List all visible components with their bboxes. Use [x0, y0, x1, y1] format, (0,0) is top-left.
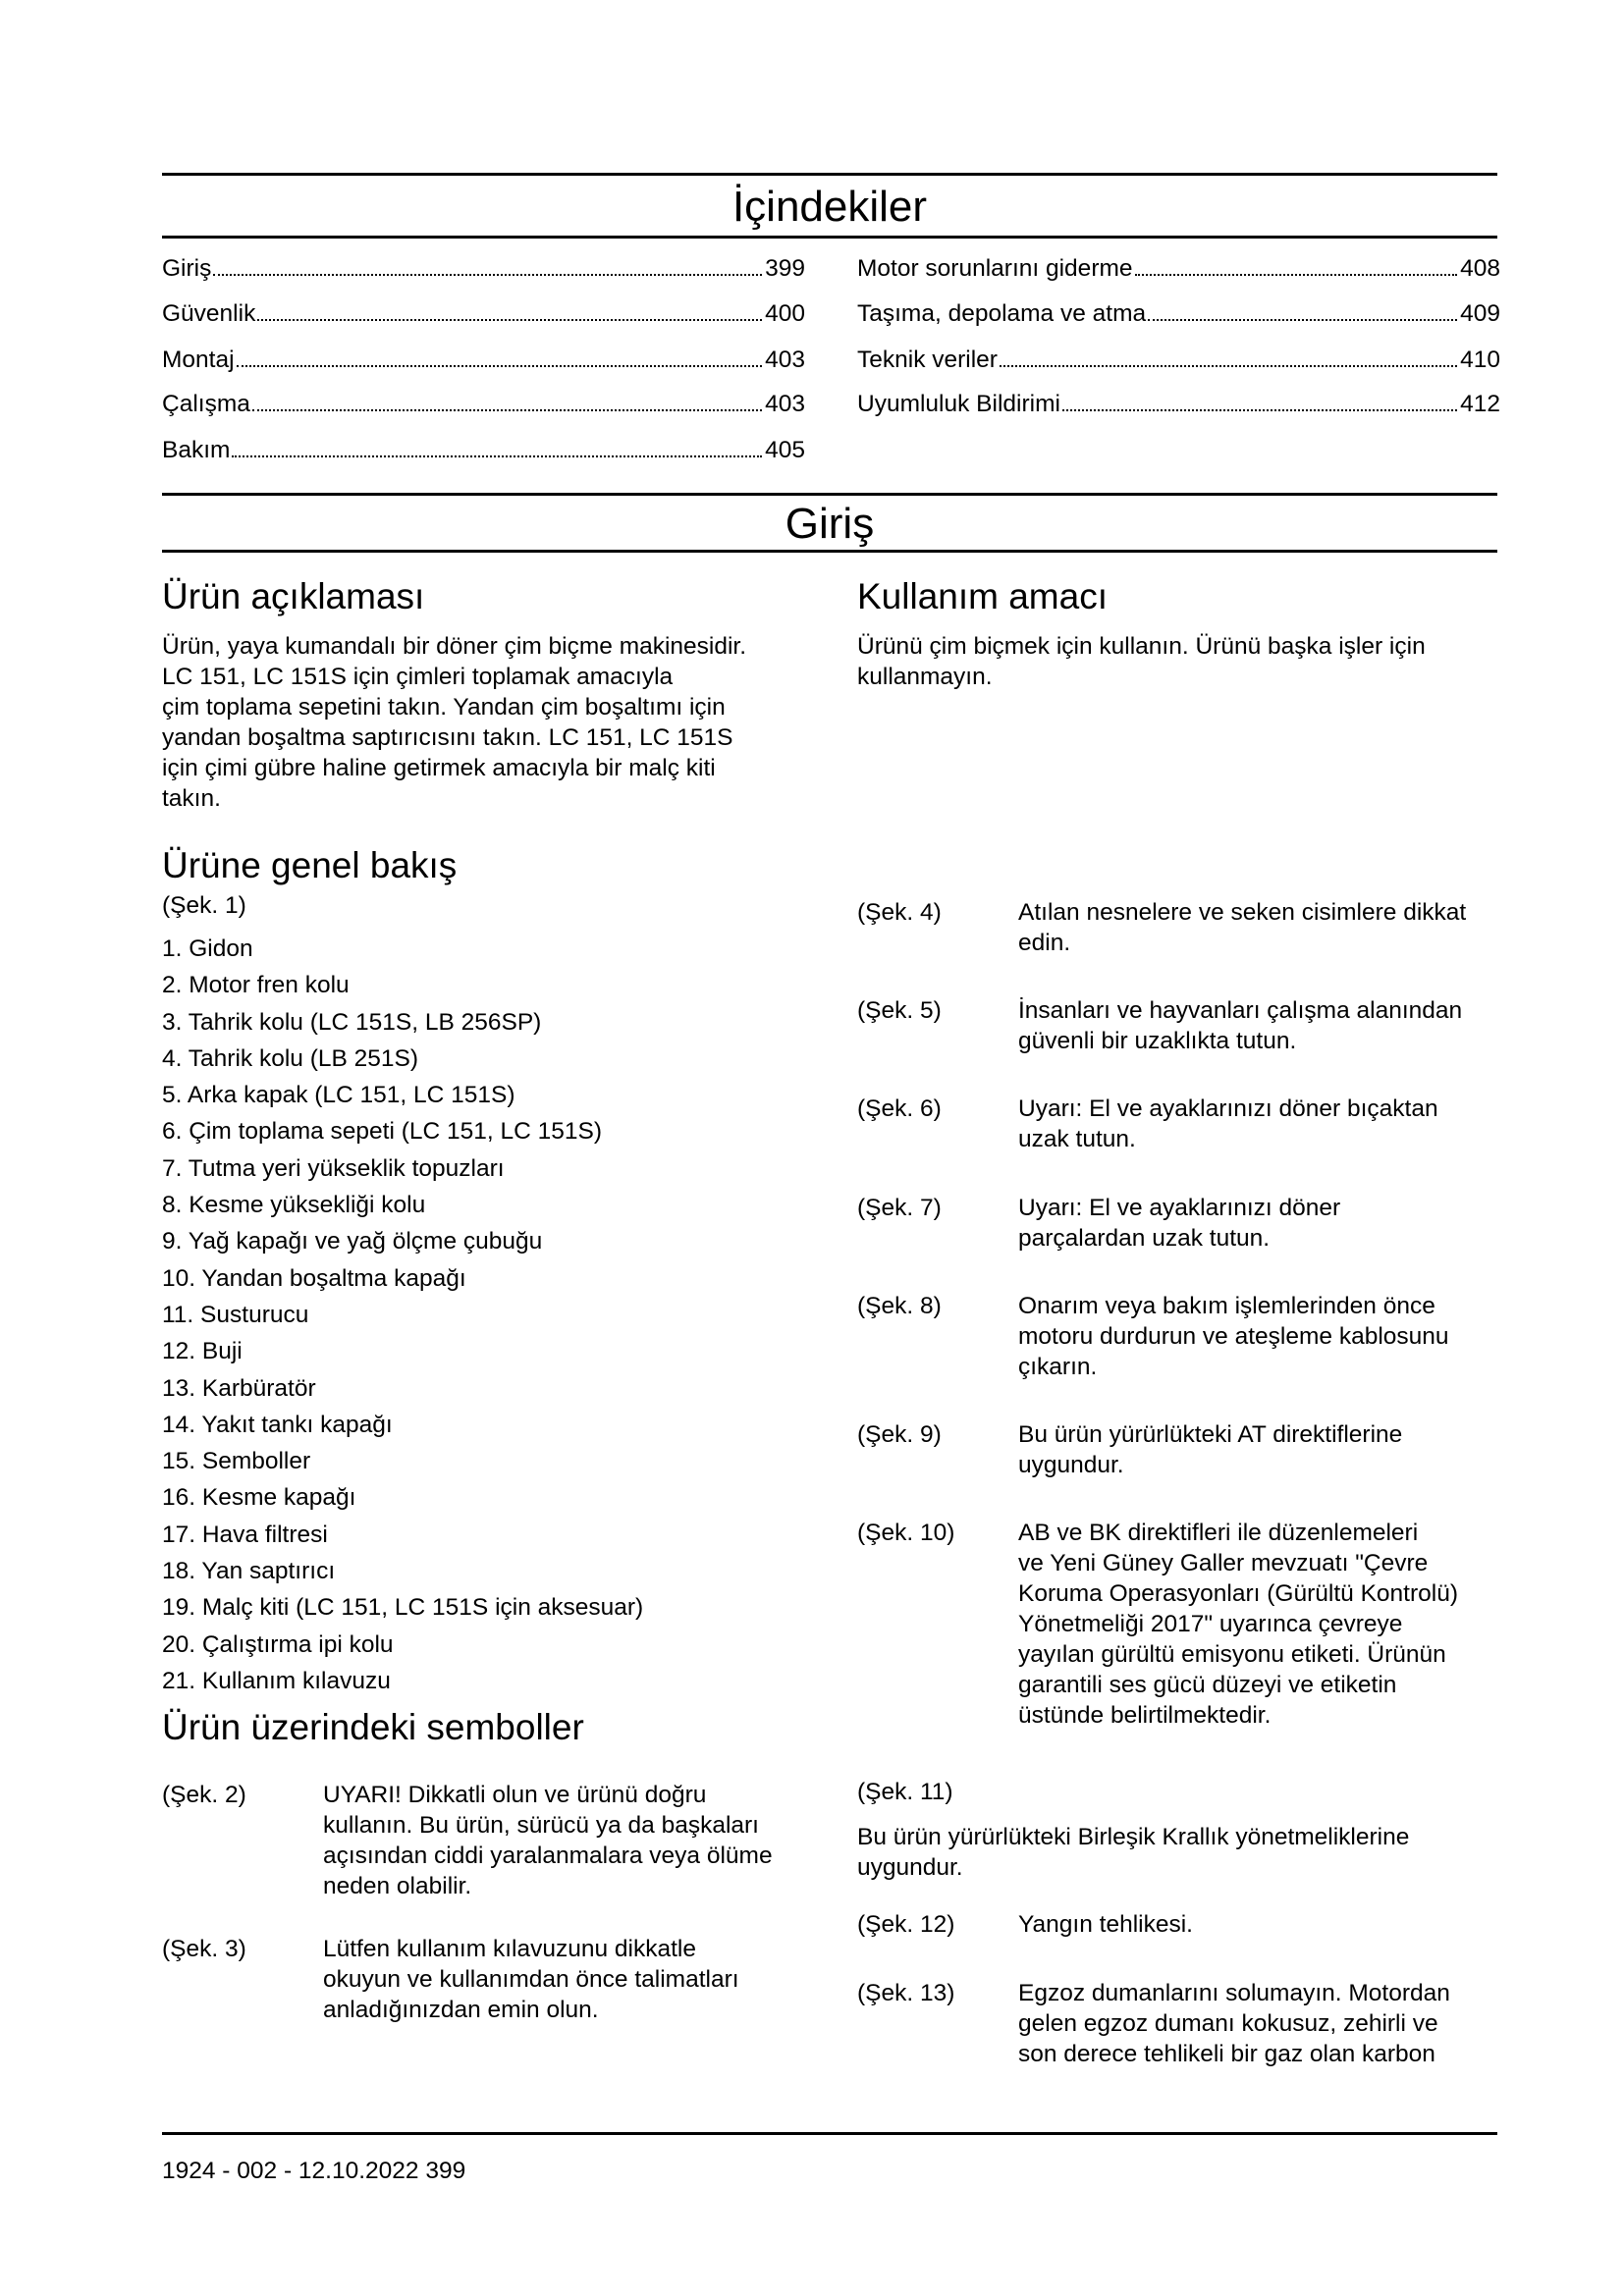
symbol-ref: (Şek. 4) — [857, 899, 942, 926]
symbol-ref-sek-11: (Şek. 11) — [857, 1779, 953, 1805]
list-item: 15. Semboller — [162, 1448, 311, 1475]
toc-title: İçindekiler — [731, 183, 928, 231]
toc-entry-page: 399 — [765, 255, 805, 282]
intended-use-heading: Kullanım amacı — [857, 576, 1108, 616]
overview-fig-ref: (Şek. 1) — [162, 892, 246, 919]
list-item: 11. Susturucu — [162, 1301, 309, 1328]
uk-compliance-text: Bu ürün yürürlükteki Birleşik Krallık yönetmeliklerine uygundur. — [857, 1824, 1410, 1881]
symbol-ref: (Şek. 5) — [857, 997, 942, 1024]
toc-entry-page: 403 — [765, 347, 805, 373]
intro-bottom-rule — [162, 550, 1497, 553]
overview-heading: Ürüne genel bakış — [162, 845, 458, 885]
symbol-description: UYARI! Dikkatli olun ve ürünü doğru kullanın. Bu ürün, sürücü ya da başkaları açısından ciddi yaralanmalara veya ölüme neden olabilir. — [323, 1782, 773, 1899]
symbol-description: Yangın tehlikesi. — [1018, 1911, 1193, 1938]
toc-entry-page: 405 — [765, 437, 805, 463]
toc-entry-title: Motor sorunlarını giderme — [857, 255, 1133, 282]
list-item: 2. Motor fren kolu — [162, 972, 350, 999]
toc-entry-title: Montaj — [162, 347, 235, 373]
toc-entry-page: 410 — [1460, 347, 1500, 373]
list-item: 18. Yan saptırıcı — [162, 1558, 336, 1585]
intro-top-rule — [162, 493, 1497, 496]
symbol-description: Uyarı: El ve ayaklarınızı döner bıçaktan uzak tutun. — [1018, 1095, 1438, 1152]
toc-entry-guvenlik[interactable] — [162, 298, 805, 329]
symbol-ref: (Şek. 6) — [857, 1095, 942, 1122]
toc-entry-title: Taşıma, depolama ve atma — [857, 300, 1147, 327]
symbol-description: Egzoz dumanlarını solumayın. Motordan gelen egzoz dumanı kokusuz, zehirli ve son derece tehlikeli bir gaz olan karbon — [1018, 1980, 1450, 2067]
symbol-ref: (Şek. 7) — [857, 1195, 942, 1221]
symbol-description: Onarım veya bakım işlemlerinden önce motoru durdurun ve ateşleme kablosunu çıkarın. — [1018, 1293, 1449, 1380]
toc-entry-giris[interactable] — [162, 253, 805, 284]
list-item: 6. Çim toplama sepeti (LC 151, LC 151S) — [162, 1118, 603, 1146]
toc-top-rule — [162, 173, 1497, 176]
symbols-heading: Ürün üzerindeki semboller — [162, 1707, 584, 1747]
list-item: 7. Tutma yeri yükseklik topuzları — [162, 1154, 505, 1182]
symbol-description: İnsanları ve hayvanları çalışma alanından güvenli bir uzaklıkta tutun. — [1018, 997, 1463, 1054]
list-item: 5. Arka kapak (LC 151, LC 151S) — [162, 1082, 515, 1109]
toc-entry-montaj[interactable] — [162, 345, 805, 375]
symbol-description: Atılan nesnelere ve seken cisimlere dikkat edin. — [1018, 899, 1467, 956]
symbol-ref: (Şek. 9) — [857, 1421, 942, 1448]
toc-entry-page: 409 — [1460, 300, 1500, 327]
list-item: 16. Kesme kapağı — [162, 1484, 356, 1512]
toc-entry-tasima[interactable] — [857, 298, 1500, 329]
list-item: 9. Yağ kapağı ve yağ ölçme çubuğu — [162, 1228, 543, 1255]
list-item: 8. Kesme yüksekliği kolu — [162, 1192, 426, 1219]
toc-entry-calisma[interactable] — [162, 389, 805, 419]
overview-parts-list — [162, 931, 643, 1699]
symbol-description: Bu ürün yürürlükteki AT direktiflerine uygundur. — [1018, 1421, 1403, 1478]
footer-text: 1924 - 002 - 12.10.2022 399 — [162, 2158, 466, 2184]
toc-entry-motor-sorunlari[interactable] — [857, 253, 1500, 284]
symbol-description: AB ve BK direktifleri ile düzenlemeleri ve Yeni Güney Galler mevzuatı "Çevre Koruma Operasyonları (Gürültü Kontrolü) Yönetmeliği 2017" uyarınca çevreye yayılan gürültü emisyonu etiketi. Ürünün garantili ses gücü düzeyi ve etiketin üstünde belirtilmektedir. — [1018, 1520, 1458, 1729]
symbol-ref: (Şek. 10) — [857, 1520, 955, 1546]
symbol-description: Lütfen kullanım kılavuzunu dikkatle okuyun ve kullanımdan önce talimatları anladığınızdan emin olun. — [323, 1936, 739, 2023]
product-description-heading: Ürün açıklaması — [162, 576, 425, 616]
list-item: 19. Malç kiti (LC 151, LC 151S için aksesuar) — [162, 1594, 644, 1622]
symbol-ref: (Şek. 8) — [857, 1293, 942, 1319]
list-item: 1. Gidon — [162, 935, 253, 962]
intro-title: Giriş — [785, 500, 875, 548]
list-item: 3. Tahrik kolu (LC 151S, LB 256SP) — [162, 1008, 542, 1036]
toc-entry-uyumluluk[interactable] — [857, 389, 1500, 419]
toc-entry-page: 412 — [1460, 391, 1500, 417]
symbol-ref: (Şek. 12) — [857, 1911, 955, 1938]
toc-entry-page: 400 — [765, 300, 805, 327]
toc-entry-title: Bakım — [162, 437, 231, 463]
list-item: 17. Hava filtresi — [162, 1521, 328, 1548]
list-item: 13. Karbüratör — [162, 1374, 316, 1402]
toc-bottom-rule — [162, 236, 1497, 239]
toc-entry-title: Çalışma — [162, 391, 250, 417]
toc-entry-title: Güvenlik — [162, 300, 256, 327]
symbol-ref: (Şek. 3) — [162, 1936, 246, 1962]
list-item: 10. Yandan boşaltma kapağı — [162, 1264, 466, 1292]
toc-entry-title: Teknik veriler — [857, 347, 998, 373]
list-item: 14. Yakıt tankı kapağı — [162, 1411, 393, 1438]
list-item: 21. Kullanım kılavuzu — [162, 1667, 391, 1694]
toc-entry-bakim[interactable] — [162, 435, 805, 465]
symbol-ref: (Şek. 2) — [162, 1782, 246, 1808]
list-item: 20. Çalıştırma ipi kolu — [162, 1630, 394, 1658]
intended-use-text: Ürünü çim biçmek için kullanın. Ürünü başka işler için kullanmayın. — [857, 633, 1426, 690]
toc-entry-teknik-veriler[interactable] — [857, 345, 1500, 375]
list-item: 12. Buji — [162, 1338, 243, 1365]
toc-entry-page: 408 — [1460, 255, 1500, 282]
footer-rule — [162, 2132, 1497, 2135]
toc-entry-title: Uyumluluk Bildirimi — [857, 391, 1060, 417]
product-description-text: Ürün, yaya kumandalı bir döner çim biçme makinesidir. LC 151, LC 151S için çimleri toplamak amacıyla çim toplama sepetini takın. Yandan çim boşaltımı için yandan boşaltma saptırıcısını takın. LC 151, LC 151S için çimi gübre haline getirmek amacıyla bir malç kiti takın. — [162, 633, 747, 812]
symbol-ref: (Şek. 13) — [857, 1980, 955, 2006]
list-item: 4. Tahrik kolu (LB 251S) — [162, 1044, 419, 1072]
symbol-description: Uyarı: El ve ayaklarınızı döner parçalardan uzak tutun. — [1018, 1195, 1341, 1252]
toc-entry-title: Giriş — [162, 255, 212, 282]
toc-entry-page: 403 — [765, 391, 805, 417]
